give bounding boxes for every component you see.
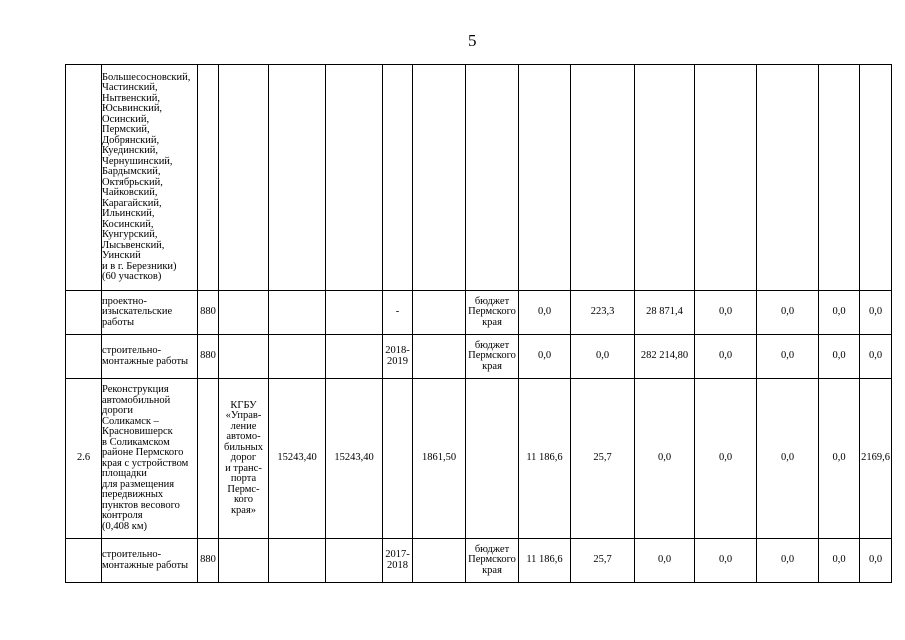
cell-value-b: 15243,40 [326, 379, 383, 539]
cell-code: 880 [198, 291, 219, 335]
cell-year-4: 0,0 [695, 539, 757, 583]
cell-number [66, 335, 102, 379]
table-row-districts [66, 65, 892, 291]
cell-year-4: 0,0 [695, 291, 757, 335]
cell-year-6: 0,0 [819, 539, 860, 583]
cell-value-c [413, 335, 466, 379]
cell-year-2: 0,0 [571, 335, 635, 379]
cell-year-1: 11 186,6 [519, 379, 571, 539]
cell-year-1: 11 186,6 [519, 539, 571, 583]
cell-year-1: 0,0 [519, 291, 571, 335]
project-name: Реконструкция автомобильной дороги Соликамск – Красновишерск в Соликамском районе Пермского края с устройством площадки для размещения передвижных пунктов весового контроля (0,408 км) [102, 384, 189, 532]
table-row-survey [66, 291, 892, 335]
cell-number [66, 291, 102, 335]
cell-year-5 [757, 65, 819, 291]
work-type: строительно- монтажные работы [102, 345, 189, 367]
cell-year-3: 0,0 [635, 539, 695, 583]
cell-year-5: 0,0 [757, 335, 819, 379]
cell-value-a [269, 65, 326, 291]
cell-year-3: 0,0 [635, 379, 695, 539]
cell-value-b [326, 539, 383, 583]
funding-source: бюджет Пермского края [468, 339, 516, 372]
cell-value-c [413, 539, 466, 583]
cell-organization [219, 65, 269, 291]
cell-organization [219, 379, 269, 539]
cell-value-a [269, 291, 326, 335]
cell-year-5: 0,0 [757, 379, 819, 539]
cell-name [102, 291, 198, 335]
cell-year-4: 0,0 [695, 379, 757, 539]
page-number: 5 [468, 31, 477, 50]
table-row-construction-2017 [66, 539, 892, 583]
cell-number [66, 65, 102, 291]
cell-name [102, 379, 198, 539]
cell-code: 880 [198, 335, 219, 379]
cell-code [198, 379, 219, 539]
cell-year-5: 0,0 [757, 291, 819, 335]
cell-source [466, 379, 519, 539]
cell-year-1 [519, 65, 571, 291]
cell-year-3: 28 871,4 [635, 291, 695, 335]
cell-year-2: 25,7 [571, 539, 635, 583]
table-row-construction-2018 [66, 335, 892, 379]
funding-source: бюджет Пермского края [468, 543, 516, 576]
cell-year-7 [860, 65, 892, 291]
cell-year-2 [571, 65, 635, 291]
cell-value-c: 1861,50 [413, 379, 466, 539]
cell-period [383, 291, 413, 335]
cell-year-4: 0,0 [695, 335, 757, 379]
cell-period [383, 335, 413, 379]
period-text: 2018- 2019 [385, 345, 410, 367]
cell-period [383, 65, 413, 291]
cell-year-6: 0,0 [819, 379, 860, 539]
cell-name [102, 539, 198, 583]
district-list: Большесосновский, Частинский, Нытвенский, Юсьвинский, Осинский, Пермский, Добрянский, Куединский, Чернушинский, Бардымский, Октябрьский, Чайковский, Карагайский, Ильинский, Косинский, Кунгурский, Лысьвенский, Уинский и в г. Березники) (60 участков) [102, 71, 191, 282]
period-text: - [395, 306, 400, 318]
cell-year-6 [819, 65, 860, 291]
cell-value-a [269, 335, 326, 379]
cell-year-3: 282 214,80 [635, 335, 695, 379]
cell-value-b [326, 65, 383, 291]
budget-table [65, 64, 892, 583]
cell-year-3 [635, 65, 695, 291]
cell-value-a [269, 539, 326, 583]
cell-value-c [413, 65, 466, 291]
cell-year-4 [695, 65, 757, 291]
cell-organization [219, 539, 269, 583]
cell-source [466, 65, 519, 291]
cell-code: 880 [198, 539, 219, 583]
cell-period [383, 379, 413, 539]
work-type: проектно- изыскательские работы [102, 295, 173, 328]
cell-code [198, 65, 219, 291]
cell-organization [219, 335, 269, 379]
cell-value-b [326, 291, 383, 335]
cell-year-6: 0,0 [819, 291, 860, 335]
cell-year-7: 2169,6 [860, 379, 892, 539]
cell-name [102, 65, 198, 291]
cell-source [466, 335, 519, 379]
organization-name: КГБУ «Управ- ление автомо- бильных дорог и транс- порта Пермс- кого края» [224, 399, 263, 516]
cell-year-2: 25,7 [571, 379, 635, 539]
cell-value-b [326, 335, 383, 379]
cell-year-7: 0,0 [860, 335, 892, 379]
cell-number: 2.6 [66, 379, 102, 539]
cell-year-2: 223,3 [571, 291, 635, 335]
cell-value-c [413, 291, 466, 335]
work-type: строительно- монтажные работы [102, 549, 189, 571]
cell-source [466, 291, 519, 335]
cell-number [66, 539, 102, 583]
cell-value-a: 15243,40 [269, 379, 326, 539]
period-text: 2017- 2018 [385, 549, 410, 571]
cell-organization [219, 291, 269, 335]
table-row-item-2-6 [66, 379, 892, 539]
cell-name [102, 335, 198, 379]
cell-year-6: 0,0 [819, 335, 860, 379]
cell-year-7: 0,0 [860, 291, 892, 335]
funding-source: бюджет Пермского края [468, 295, 516, 328]
cell-year-7: 0,0 [860, 539, 892, 583]
cell-source [466, 539, 519, 583]
cell-year-1: 0,0 [519, 335, 571, 379]
cell-year-5: 0,0 [757, 539, 819, 583]
cell-period [383, 539, 413, 583]
